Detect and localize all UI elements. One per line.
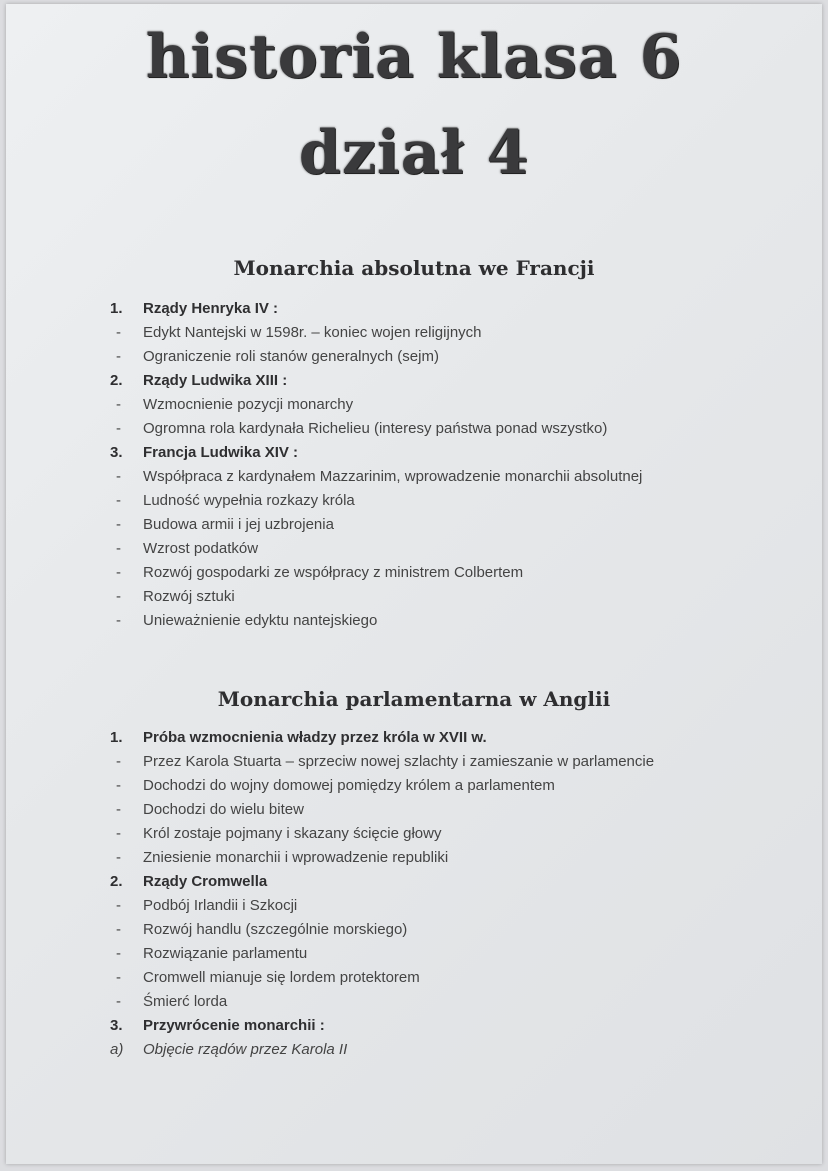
item-text: Śmierć lorda [143, 993, 228, 1010]
list-marker: - [116, 825, 121, 842]
bullet-item [110, 966, 654, 990]
list-marker: 2. [110, 873, 123, 890]
item-text: Zniesienie monarchii i wprowadzenie republiki [143, 849, 449, 866]
item-text: Unieważnienie edyktu nantejskiego [143, 612, 378, 629]
numbered-heading [110, 726, 654, 750]
numbered-heading [110, 1014, 654, 1038]
bullet-item [110, 585, 642, 609]
title-line-1: historia klasa 6 [145, 22, 683, 92]
list-marker: - [116, 516, 121, 533]
item-text: Przywrócenie monarchii : [143, 1017, 325, 1034]
bullet-item [110, 321, 642, 345]
list-marker: 1. [110, 729, 123, 746]
section-heading-england: Monarchia parlamentarna w Anglii [217, 687, 611, 711]
item-text: Dochodzi do wielu bitew [143, 801, 304, 818]
numbered-heading [110, 441, 642, 465]
bullet-item [110, 513, 642, 537]
bullet-item [110, 990, 654, 1014]
bullet-item [110, 942, 654, 966]
item-text: Rządy Henryka IV : [143, 300, 279, 317]
list-marker: - [116, 921, 121, 938]
bullet-item [110, 537, 642, 561]
bullet-item [110, 918, 654, 942]
list-marker: - [116, 396, 121, 413]
list-marker: 2. [110, 372, 123, 389]
item-text: Rządy Ludwika XIII : [143, 372, 288, 389]
list-marker: 1. [110, 300, 123, 317]
list-marker: - [116, 420, 121, 437]
item-text: Wzmocnienie pozycji monarchy [143, 396, 354, 413]
list-marker: a) [110, 1041, 124, 1058]
list-marker: - [116, 612, 121, 629]
list-england [110, 726, 654, 1062]
bullet-item [110, 489, 642, 513]
list-marker: - [116, 777, 121, 794]
list-marker: - [116, 993, 121, 1010]
item-text: Dochodzi do wojny domowej pomiędzy królem a parlamentem [143, 777, 555, 794]
item-text: Objęcie rządów przez Karola II [143, 1041, 348, 1058]
section-heading-france: Monarchia absolutna we Francji [233, 256, 595, 280]
list-france [110, 297, 642, 633]
item-text: Współpraca z kardynałem Mazzarinim, wprowadzenie monarchii absolutnej [143, 468, 643, 485]
item-text: Cromwell mianuje się lordem protektorem [143, 969, 420, 986]
item-text: Edykt Nantejski w 1598r. – koniec wojen religijnych [143, 324, 482, 341]
item-text: Rozwiązanie parlamentu [143, 945, 308, 962]
item-text: Przez Karola Stuarta – sprzeciw nowej szlachty i zamieszanie w parlamencie [143, 753, 655, 770]
item-text: Ograniczenie roli stanów generalnych (sejm) [143, 348, 439, 365]
bullet-item [110, 798, 654, 822]
list-marker: 3. [110, 444, 123, 461]
list-marker: - [116, 324, 121, 341]
item-text: Rządy Cromwella [143, 873, 268, 890]
list-marker: - [116, 492, 121, 509]
bullet-item [110, 609, 642, 633]
item-text: Budowa armii i jej uzbrojenia [143, 516, 334, 533]
bullet-item [110, 417, 642, 441]
list-marker: 3. [110, 1017, 123, 1034]
list-marker: - [116, 468, 121, 485]
bullet-item [110, 561, 642, 585]
item-text: Ogromna rola kardynała Richelieu (interesy państwa ponad wszystko) [143, 420, 608, 437]
numbered-heading [110, 870, 654, 894]
list-marker: - [116, 897, 121, 914]
list-marker: - [116, 540, 121, 557]
item-text: Rozwój gospodarki ze współpracy z ministrem Colbertem [143, 564, 524, 581]
bullet-item [110, 846, 654, 870]
sub-item [110, 1038, 654, 1062]
bullet-item [110, 774, 654, 798]
item-text: Podbój Irlandii i Szkocji [143, 897, 298, 914]
bullet-item [110, 345, 642, 369]
item-text: Król zostaje pojmany i skazany ścięcie głowy [143, 825, 442, 842]
bullet-item [110, 750, 654, 774]
list-marker: - [116, 588, 121, 605]
list-marker: - [116, 849, 121, 866]
list-marker: - [116, 969, 121, 986]
numbered-heading [110, 369, 642, 393]
list-marker: - [116, 564, 121, 581]
numbered-heading [110, 297, 642, 321]
bullet-item [110, 465, 642, 489]
item-text: Próba wzmocnienia władzy przez króla w XVII w. [143, 729, 487, 746]
item-text: Rozwój handlu (szczególnie morskiego) [143, 921, 408, 938]
list-marker: - [116, 348, 121, 365]
bullet-item [110, 393, 642, 417]
item-text: Ludność wypełnia rozkazy króla [143, 492, 355, 509]
bullet-item [110, 822, 654, 846]
item-text: Wzrost podatków [143, 540, 259, 557]
list-marker: - [116, 753, 121, 770]
item-text: Rozwój sztuki [143, 588, 235, 605]
list-marker: - [116, 801, 121, 818]
list-marker: - [116, 945, 121, 962]
item-text: Francja Ludwika XIV : [143, 444, 299, 461]
title-line-2: dział 4 [298, 118, 530, 188]
bullet-item [110, 894, 654, 918]
